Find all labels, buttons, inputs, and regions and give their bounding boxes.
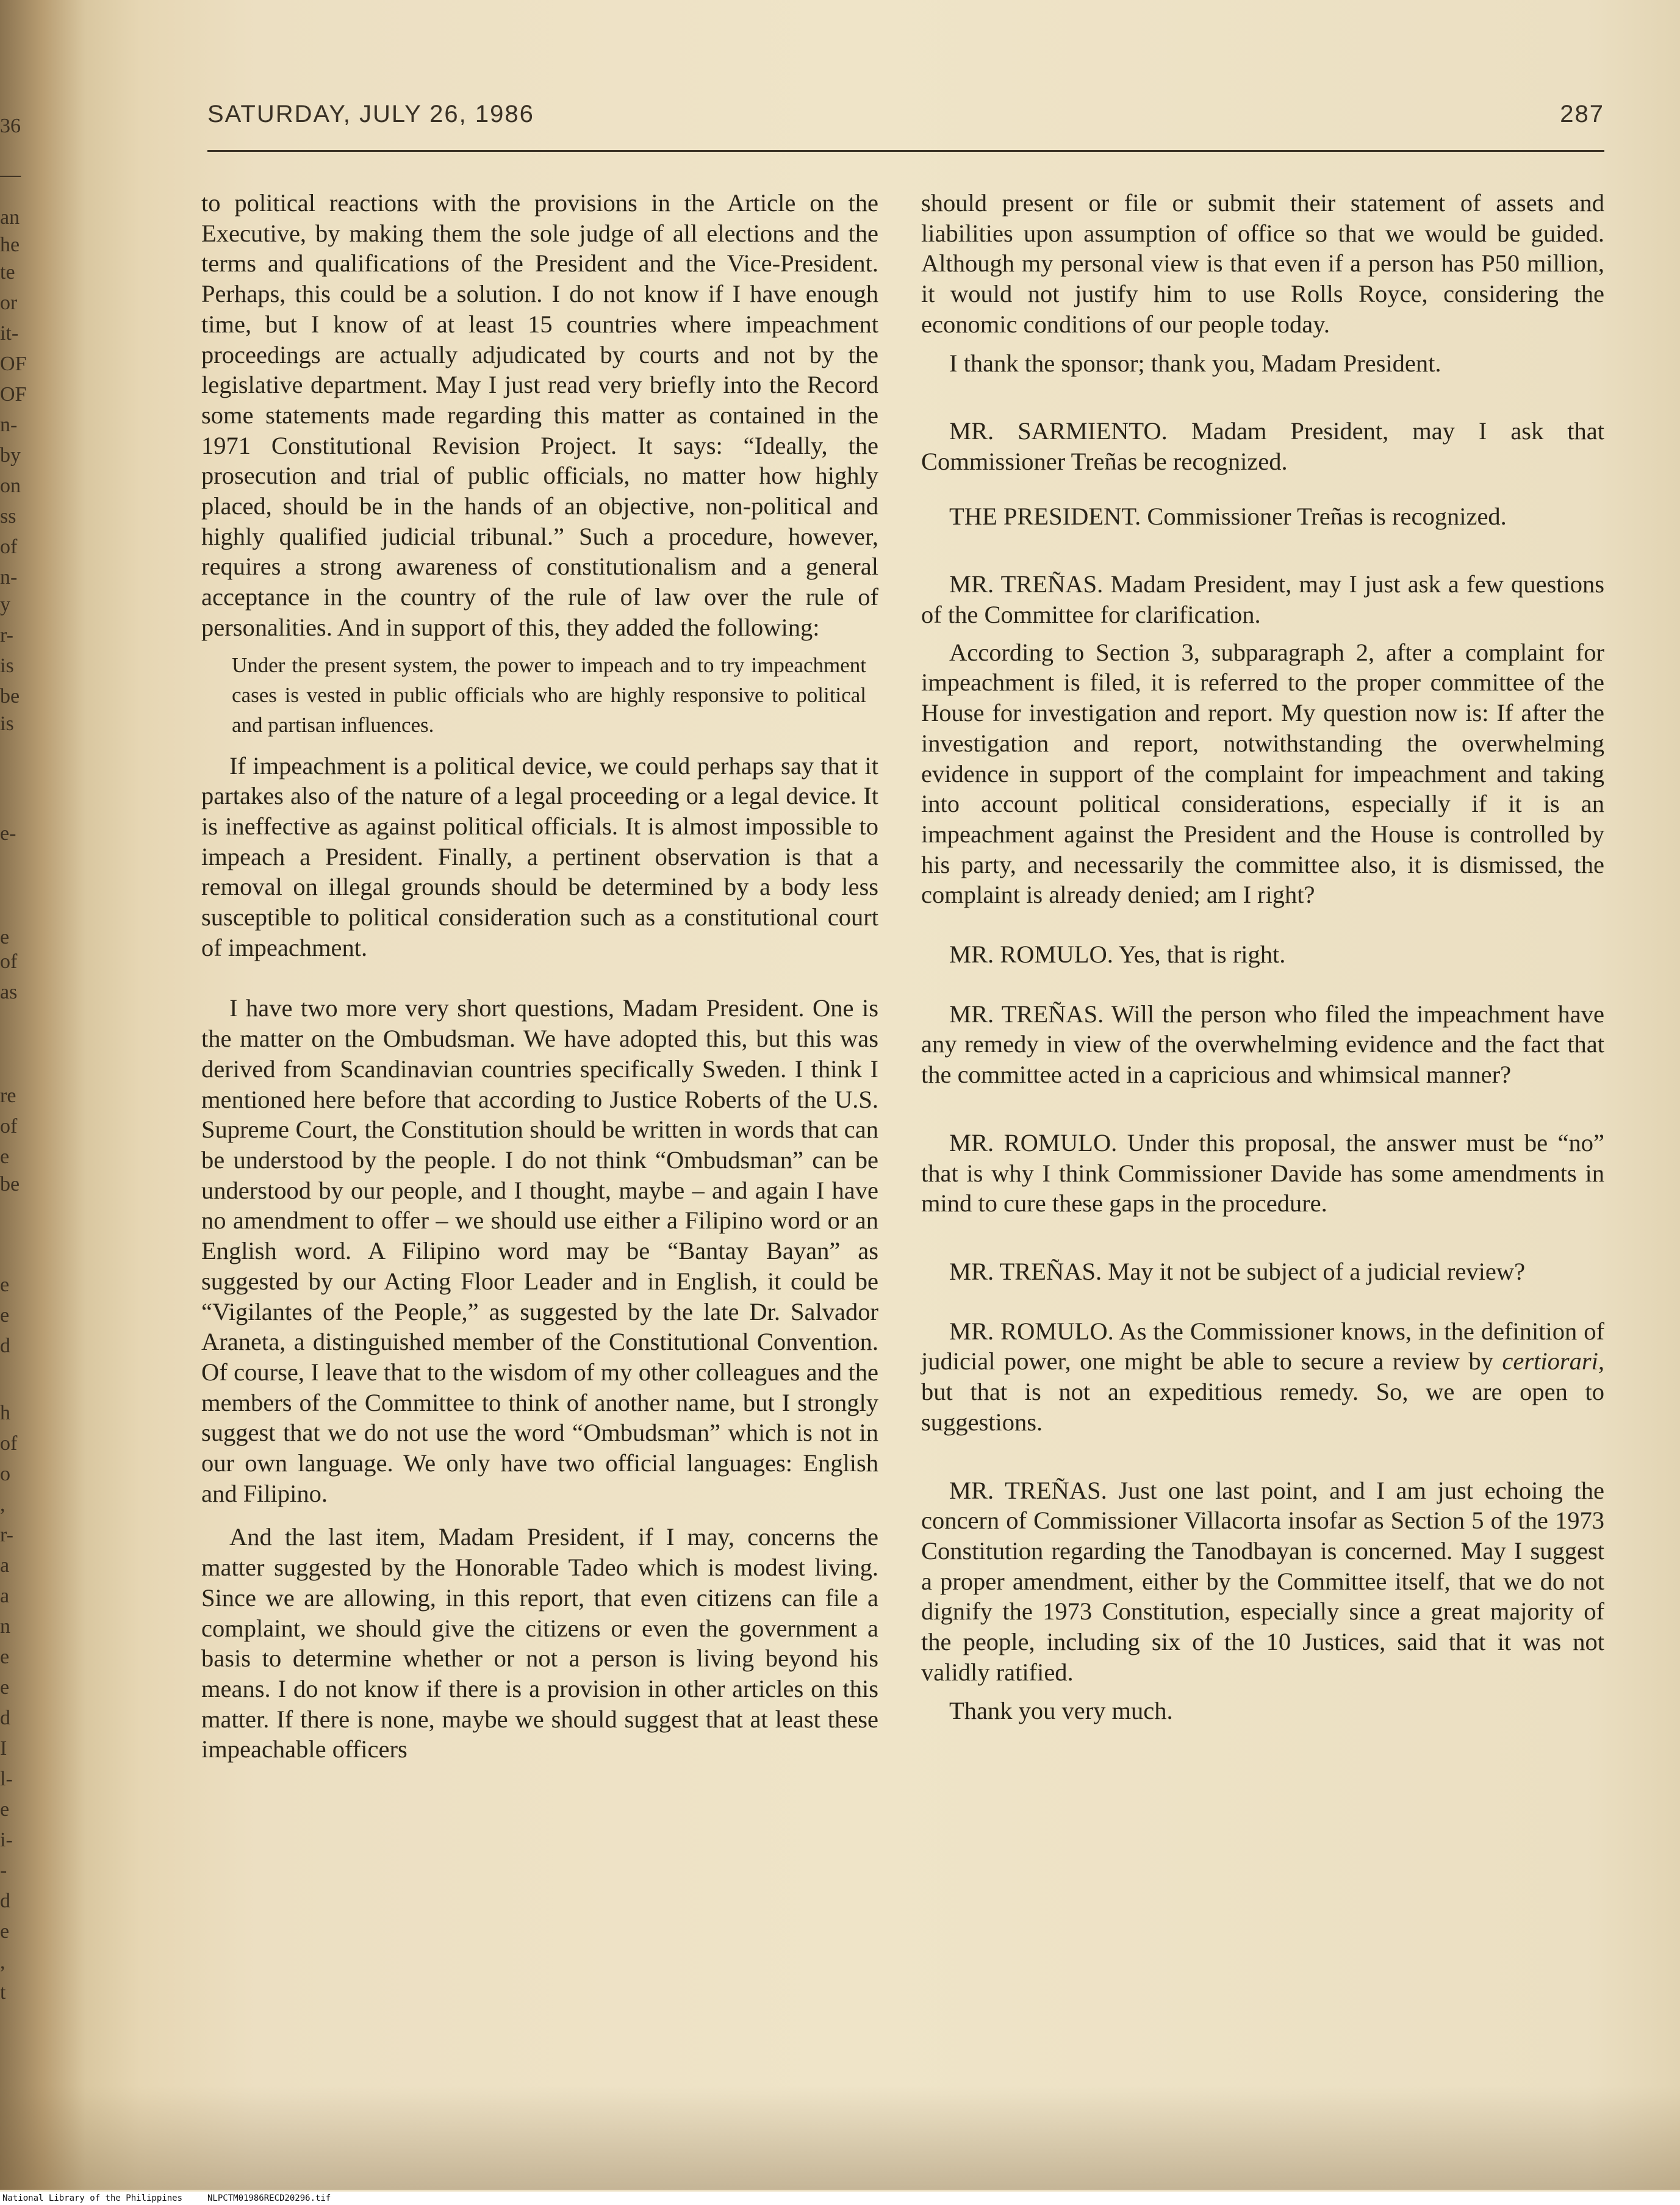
margin-fragment: 36 [0, 115, 21, 137]
margin-fragment: - [0, 1859, 7, 1882]
margin-fragment: it- [0, 322, 19, 345]
page-header [207, 101, 1604, 137]
margin-fragment: e [0, 926, 10, 948]
margin-fragment: d [0, 1335, 10, 1357]
margin-fragment: I [0, 1737, 7, 1760]
scan-footer [0, 2192, 1680, 2205]
right-paragraph: I thank the sponsor; thank you, Madam President. [949, 349, 1441, 377]
margin-fragment: o [0, 1463, 10, 1485]
margin-fragment: e [0, 1146, 10, 1168]
header-rule [207, 150, 1604, 152]
margin-fragment: — [0, 163, 21, 186]
margin-fragment: re [0, 1085, 16, 1107]
margin-fragment: ss [0, 505, 16, 528]
speaker-paragraph: MR. ROMULO. Under this proposal, the answer must be “no” that is why I think Commissioner Davide has some amendments in mind to cure these gaps in the procedure. [921, 1128, 1604, 1217]
margin-fragment: d [0, 1890, 10, 1912]
margin-fragment: , [0, 1493, 5, 1516]
margin-fragment: e [0, 1274, 10, 1296]
romulo-answer-start: MR. ROMULO. As the Commissioner knows, in the definition of judicial power, one might be able to secure a review by [921, 1317, 1604, 1375]
margin-fragment: OF [0, 383, 27, 406]
margin-fragment: on [0, 475, 21, 497]
speaker-paragraph [921, 1316, 1604, 1438]
margin-fragment: n [0, 1615, 10, 1638]
margin-fragment: is [0, 654, 14, 677]
margin-fragment: n- [0, 414, 18, 436]
speaker-paragraph: MR. ROMULO. Yes, that is right. [949, 941, 1286, 969]
margin-fragment: e- [0, 822, 16, 845]
margin-fragment: a [0, 1554, 10, 1577]
margin-fragment: as [0, 981, 18, 1003]
margin-fragment: of [0, 1432, 18, 1455]
margin-fragment: he [0, 234, 20, 256]
margin-fragment: n- [0, 566, 18, 589]
speaker-paragraph: MR. TREÑAS. Madam President, may I just ask a few questions of the Committee for clarification. [921, 570, 1604, 629]
margin-fragment: e [0, 1304, 10, 1327]
margin-fragment: by [0, 444, 21, 467]
margin-fragment: d [0, 1707, 10, 1729]
margin-fragment: of [0, 536, 18, 558]
margin-fragment: e [0, 1798, 10, 1821]
margin-fragment: i- [0, 1829, 13, 1851]
header-date: SATURDAY, JULY 26, 1986 [207, 101, 534, 127]
footer-source: National Library of the Philippines [2, 2193, 183, 2203]
page-number: 287 [1560, 101, 1604, 127]
margin-fragment: te [0, 261, 15, 284]
margin-fragment: is [0, 712, 14, 735]
left-paragraph: I have two more very short questions, Madam President. One is the matter on the Ombudsman. We have adopted this, but this was derived from Scandinavian countries specifically Sweden. I think I mentioned here before that according to Justice Roberts of the U.S. Supreme Court, the Constitution should be written in words that can be understood by the people. I do not think “Ombudsman” can be understood by our people, and I thought, maybe – and again I have no amendment to offer – we should use either a Filipino word or an English word. A Filipino word may be “Bantay Bayan” as suggested by our Acting Floor Leader and in English, it could be “Vigilantes of the People,” as suggested by the late Dr. Salvador Araneta, a distinguished member of the Constitutional Convention. Of course, I leave that to the wisdom of my other colleagues and the members of the Committee to think of another name, but I strongly suggest that we do not use the word “Ombudsman” which is not in our own language. We only have two official languages: English and Filipino. [201, 994, 878, 1507]
margin-fragment: y [0, 593, 10, 616]
speaker-paragraph: MR. TREÑAS. Will the person who filed the impeachment have any remedy in view of the overwhelming evidence and the fact that the committee acted in a capricious and whimsical manner? [921, 1000, 1604, 1089]
speaker-paragraph: MR. TREÑAS. May it not be subject of a judicial review? [949, 1257, 1526, 1285]
right-column [921, 188, 1604, 1734]
margin-fragment: e [0, 1676, 10, 1699]
left-paragraph: If impeachment is a political device, we could perhaps say that it partakes also of the nature of a legal proceeding or a legal device. It is ineffective as against political officials. It is almost impossible to impeach a President. Finally, a pertinent observation is that a removal on illegal grounds should be determined by a body less susceptible to political consideration such as a constitutional court of impeachment. [201, 751, 878, 961]
certiorari-term: certiorari, [1502, 1347, 1604, 1375]
romulo-answer-end: but that is not an expeditious remedy. So, we are open to suggestions. [921, 1378, 1604, 1436]
bottom-shadow [0, 2086, 1680, 2190]
right-paragraph: should present or file or submit their statement of assets and liabilities upon assumption of office so that we would be guided. Although my personal view is that even if a person has P50 million, it would not justify him to use Rolls Royce, considering the economic conditions of our people today. [921, 189, 1604, 338]
margin-fragment: l- [0, 1768, 13, 1790]
margin-fragment: e [0, 1920, 10, 1943]
margin-fragment: of [0, 1115, 18, 1138]
right-paragraph: According to Section 3, subparagraph 2, after a complaint for impeachment is filed, it is referred to the proper committee of the House for investigation and report. My question now is: If after the investigation and report, notwithstanding the overwhelming evidence in support of the complaint for impeachment and taking into account political considerations, especially if it is an impeachment against the President and the House is controlled by his party, and necessarily the committee also, it is dismissed, the complaint is already denied; am I right? [921, 638, 1604, 909]
margin-fragment: an [0, 206, 20, 229]
margin-fragment: t [0, 1981, 6, 2004]
speaker-paragraph: THE PRESIDENT. Commissioner Treñas is recognized. [949, 502, 1507, 530]
margin-fragment: of [0, 950, 18, 973]
left-column [201, 188, 878, 1772]
previous-page-margin [0, 0, 27, 2190]
left-paragraph: And the last item, Madam President, if I may, concerns the matter suggested by the Honorable Tadeo which is modest living. Since we are allowing, in this report, that even citizens can file a complaint, we should give the citizens or even the government a basis to determine whether or not a person is living beyond his means. I do not know if there is a provision in other articles on this matter. If there is none, maybe we should suggest that at least these impeachable officers [201, 1523, 878, 1763]
right-paragraph: Thank you very much. [949, 1697, 1173, 1725]
margin-fragment: be [0, 1173, 20, 1196]
speaker-paragraph: MR. TREÑAS. Just one last point, and I am just echoing the concern of Commissioner Villacorta insofar as Section 5 of the 1973 Constitution regarding the Tanodbayan is concerned. May I suggest a proper amendment, either by the Committee itself, that we do not dignify the 1973 Constitution, especially since a great majority of the people, including six of the 10 Justices, said that it was not validly ratified. [921, 1476, 1604, 1686]
margin-fragment: or [0, 292, 18, 314]
margin-fragment: , [0, 1951, 5, 1973]
margin-fragment: e [0, 1646, 10, 1668]
block-quote: Under the present system, the power to impeach and to try impeachment cases is vested in public officials who are highly responsive to political and partisan influences. [232, 653, 866, 737]
margin-fragment: be [0, 685, 20, 708]
margin-fragment: h [0, 1402, 10, 1424]
speaker-paragraph: MR. SARMIENTO. Madam President, may I ask that Commissioner Treñas be recognized. [921, 417, 1604, 475]
margin-fragment: r- [0, 624, 13, 647]
left-paragraph: to political reactions with the provisions in the Article on the Executive, by making them the sole judge of all elections and the terms and qualifications of the President and the Vice-President. Perhaps, this could be a solution. I do not know if I have enough time, but I know of at least 15 countries where impeachment proceedings are actually adjudicated by courts and not by the legislative department. May I just read very briefly into the Record some statements made regarding this matter as contained in the 1971 Constitutional Revision Project. It says: “Ideally, the prosecution and trial of public officials, no matter how highly placed, should be in the hands of an objective, non-political and highly qualified judicial tribunal.” Such a procedure, however, requires a strong awareness of constitutionalism and a general acceptance in the country of the rule of law over the rule of personalities. And in support of this, they added the following: [201, 189, 878, 641]
footer-file: NLPCTM01986RECD20296.tif [207, 2193, 331, 2203]
margin-fragment: r- [0, 1524, 13, 1546]
margin-fragment: a [0, 1585, 10, 1607]
margin-fragment: OF [0, 353, 27, 375]
